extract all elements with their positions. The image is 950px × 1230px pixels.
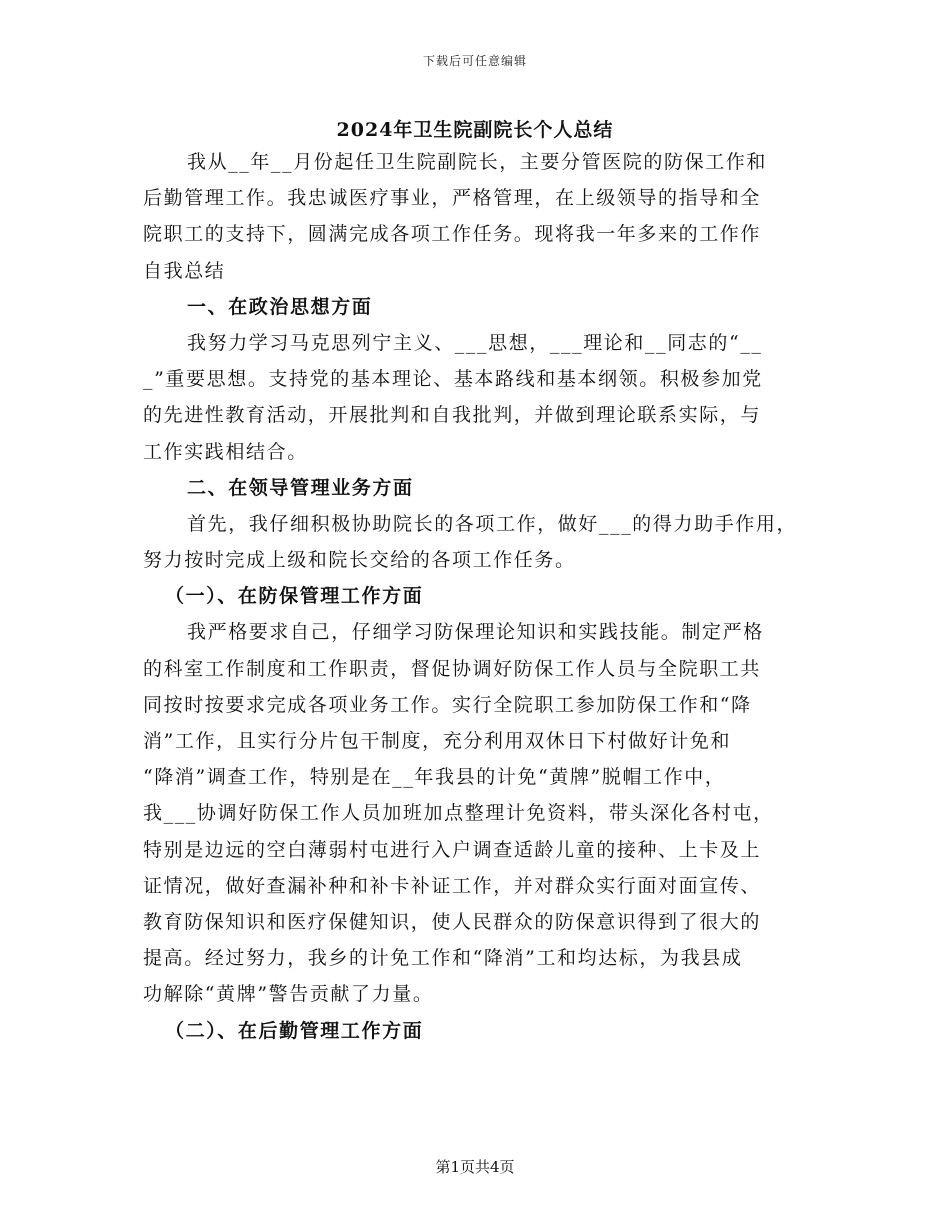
paragraph-line: 院职工的支持下，圆满完成各项工作任务。现将我一年多来的工作作 [143, 223, 762, 246]
paragraph-line: 特别是边远的空白薄弱村屯进行入户调查适龄儿童的接种、上卡及上 [143, 838, 762, 861]
paragraph-line: 提高。经过努力，我乡的计免工作和“降消”工和均达标，为我县成 [143, 947, 743, 970]
subsection-heading: （二）、在后勤管理工作方面 [165, 1019, 424, 1042]
paragraph-line: 我严格要求自己，仔细学习防保理论知识和实践技能。制定严格 [187, 621, 764, 644]
paragraph-line: 证情况，做好查漏补种和补卡补证工作，并对群众实行面对面宣传、 [143, 874, 762, 897]
section-heading: 二、在领导管理业务方面 [187, 476, 414, 499]
paragraph-line: 的先进性教育活动，开展批判和自我批判，并做到理论联系实际，与 [143, 404, 762, 427]
paragraph-line: 的科室工作制度和工作职责，督促协调好防保工作人员与全院职工共 [143, 657, 762, 680]
paragraph-line: 自我总结 [143, 259, 226, 282]
document-body [143, 144, 823, 1049]
paragraph-line: 努力按时完成上级和院长交给的各项工作任务。 [143, 549, 576, 572]
paragraph-line: “降消”调查工作，特别是在__年我县的计免“黄牌”脱帽工作中， [143, 766, 726, 789]
paragraph-line: 我从__年__月份起任卫生院副院长，主要分管医院的防保工作和 [187, 151, 768, 173]
paragraph-line: 同按时按要求完成各项业务工作。实行全院职工参加防保工作和“降 [143, 693, 752, 716]
paragraph-line: 我___协调好防保工作人员加班加点整理计免资料，带头深化各村屯， [143, 802, 774, 825]
document-title: 2024年卫生院副院长个人总结 [336, 119, 614, 141]
paragraph-line: 首先，我仔细积极协助院长的各项工作，做好___的得力助手作用， [187, 512, 798, 535]
section-heading: 一、在政治思想方面 [187, 295, 373, 318]
paragraph-line: 教育防保知识和医疗保健知识，使人民群众的防保意识得到了很大的 [143, 910, 762, 933]
page-number-footer: 第1页共4页 [435, 1158, 515, 1176]
paragraph-line: 工作实践相结合。 [143, 440, 308, 463]
paragraph-line: 消”工作，且实行分片包干制度，充分利用双休日下村做好计免和 [143, 730, 732, 752]
subsection-heading: （一）、在防保管理工作方面 [165, 585, 424, 608]
paragraph-line: 功解除“黄牌”警告贡献了力量。 [143, 983, 434, 1006]
page-header-note: 下载后可任意编辑 [422, 54, 527, 68]
paragraph-line: 我努力学习马克思列宁主义、___思想，___理论和__同志的“__ [187, 331, 763, 354]
paragraph-line: _”重要思想。支持党的基本理论、基本路线和基本纲领。积极参加党 [143, 368, 763, 391]
paragraph-line: 后勤管理工作。我忠诚医疗事业，严格管理，在上级领导的指导和全 [143, 187, 762, 210]
